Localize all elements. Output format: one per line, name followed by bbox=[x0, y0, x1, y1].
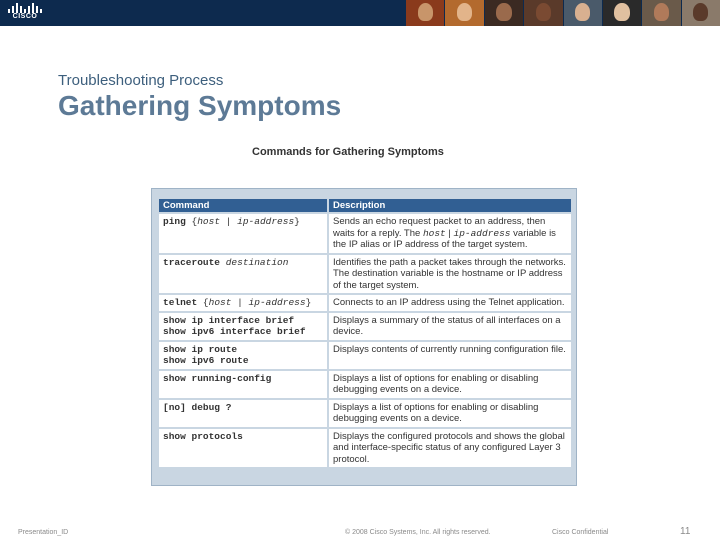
person-portrait-icon bbox=[496, 3, 511, 21]
command-cell bbox=[159, 214, 327, 253]
table-header-row bbox=[159, 199, 571, 212]
table-row bbox=[159, 371, 571, 398]
description-text: Displays a summary of the status of all interfaces on a device. bbox=[333, 314, 561, 337]
command-text: show ip route bbox=[163, 343, 238, 355]
command-text: ip-address bbox=[248, 297, 306, 308]
table-row bbox=[159, 214, 571, 253]
table-row bbox=[159, 313, 571, 340]
cisco-bridge-icon bbox=[8, 3, 42, 13]
banner-photo bbox=[445, 0, 483, 26]
person-portrait-icon bbox=[614, 3, 629, 21]
banner-photo-strip bbox=[405, 0, 720, 26]
person-portrait-icon bbox=[536, 3, 551, 21]
banner-photo bbox=[564, 0, 602, 26]
command-text: destination bbox=[225, 256, 289, 268]
footer-copyright: © 2008 Cisco Systems, Inc. All rights reserved. bbox=[345, 529, 491, 536]
person-portrait-icon bbox=[693, 3, 708, 21]
banner-photo bbox=[406, 0, 444, 26]
person-portrait-icon bbox=[654, 3, 669, 21]
description-text: host bbox=[422, 227, 446, 239]
description-cell bbox=[329, 255, 571, 294]
command-cell bbox=[159, 255, 327, 294]
table-row bbox=[159, 400, 571, 427]
description-cell bbox=[329, 342, 571, 369]
figure-title: Commands for Gathering Symptoms bbox=[252, 146, 444, 158]
command-text: } bbox=[305, 297, 312, 308]
person-portrait-icon bbox=[418, 3, 433, 21]
description-text: Identifies the path a packet takes through the networks. The destination variable is the hostname or IP address of the target system. bbox=[333, 256, 566, 291]
footer-confidential: Cisco Confidential bbox=[552, 529, 609, 536]
command-cell bbox=[159, 429, 327, 468]
banner-photo bbox=[603, 0, 641, 26]
description-cell bbox=[329, 371, 571, 398]
command-text: telnet bbox=[163, 297, 203, 308]
banner-photo bbox=[682, 0, 720, 26]
description-text: ip-address bbox=[453, 227, 511, 239]
description-text: | bbox=[445, 227, 454, 239]
slide-subtitle: Troubleshooting Process bbox=[58, 72, 224, 89]
command-cell bbox=[159, 295, 327, 311]
table-row bbox=[159, 255, 571, 294]
banner-photo bbox=[524, 0, 562, 26]
command-text: traceroute bbox=[163, 256, 226, 268]
page-number: 11 bbox=[680, 526, 691, 537]
command-text: } bbox=[294, 216, 300, 227]
table-row bbox=[159, 429, 571, 468]
table-row bbox=[159, 342, 571, 369]
description-text: Displays a list of options for enabling or disabling debugging events on a device. bbox=[333, 401, 539, 424]
description-cell bbox=[329, 429, 571, 468]
description-text: Displays a list of options for enabling or disabling debugging events on a device. bbox=[333, 372, 539, 395]
command-text: | bbox=[231, 297, 249, 308]
command-cell bbox=[159, 342, 327, 369]
command-text: { bbox=[202, 297, 209, 308]
command-text: ping bbox=[163, 216, 192, 227]
command-text: ip-address bbox=[237, 216, 295, 227]
description-cell bbox=[329, 400, 571, 427]
person-portrait-icon bbox=[575, 3, 590, 21]
person-portrait-icon bbox=[457, 3, 472, 21]
banner-photo bbox=[485, 0, 523, 26]
description-text: variable is the IP alias or IP address of the target system. bbox=[333, 227, 556, 250]
description-text: Connects to an IP address using the Telnet application. bbox=[333, 297, 565, 308]
description-text: Displays the configured protocols and shows the global and interface-specific status of any configured Layer 3 protocol. bbox=[333, 430, 565, 465]
description-text: Sends an echo request packet to an address, then waits for a reply. The bbox=[333, 216, 546, 239]
command-text: show running-config bbox=[163, 372, 272, 384]
cisco-logo bbox=[8, 2, 42, 24]
description-cell bbox=[329, 295, 571, 311]
command-cell bbox=[159, 371, 327, 398]
command-text: show protocols bbox=[163, 430, 243, 442]
command-text: host bbox=[197, 216, 221, 227]
command-text: show ip interface brief bbox=[163, 314, 295, 326]
command-text: | bbox=[220, 216, 238, 227]
command-cell bbox=[159, 400, 327, 427]
command-text: show ipv6 route bbox=[163, 355, 249, 366]
command-text: { bbox=[191, 216, 198, 227]
slide-title: Gathering Symptoms bbox=[58, 90, 342, 121]
table-row bbox=[159, 295, 571, 311]
column-header-command: Command bbox=[159, 199, 327, 212]
command-text: host bbox=[208, 297, 232, 308]
footer-presentation-id: Presentation_ID bbox=[18, 529, 69, 536]
banner-photo bbox=[642, 0, 680, 26]
top-banner bbox=[0, 0, 720, 26]
description-cell bbox=[329, 313, 571, 340]
command-text: [no] debug ? bbox=[163, 401, 232, 413]
description-cell bbox=[329, 214, 571, 253]
commands-table-frame bbox=[151, 188, 577, 486]
command-cell bbox=[159, 313, 327, 340]
description-text: Displays contents of currently running configuration file. bbox=[333, 343, 566, 355]
command-text: show ipv6 interface brief bbox=[163, 326, 306, 337]
logo-wordmark: CISCO bbox=[12, 13, 38, 20]
commands-table bbox=[157, 197, 573, 469]
column-header-description: Description bbox=[329, 199, 571, 212]
